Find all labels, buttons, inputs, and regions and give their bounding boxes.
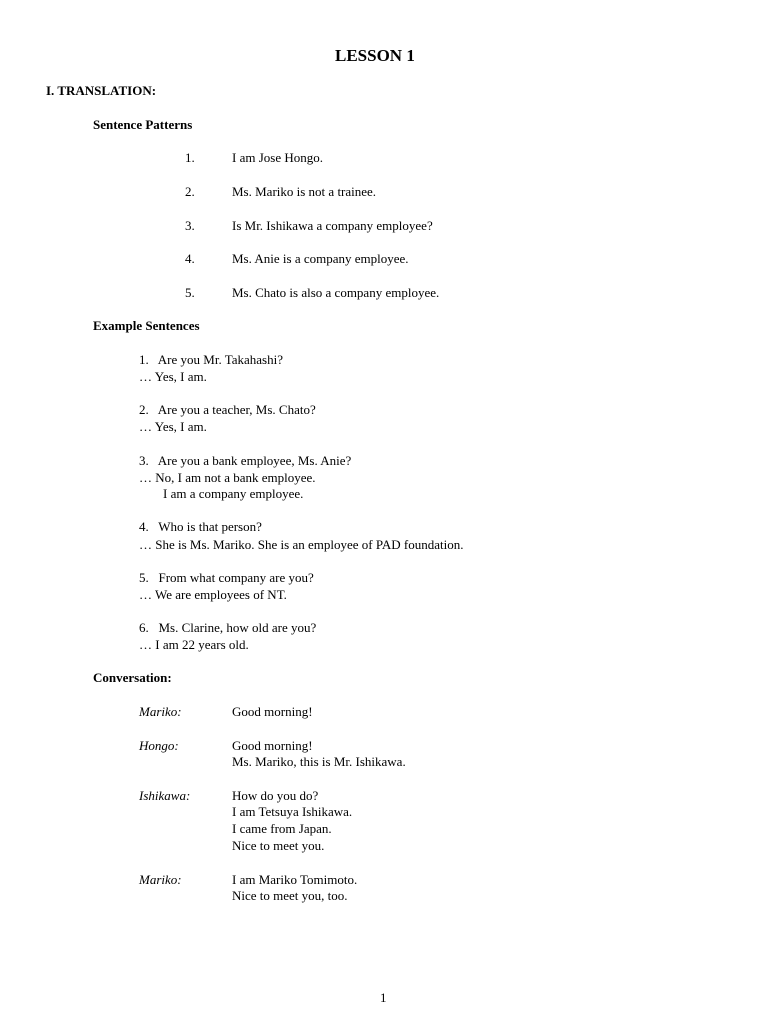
dialogue-line: Good morning! bbox=[232, 704, 313, 719]
example-answer: … She is Ms. Mariko. She is an employee of PAD foundation. bbox=[139, 537, 464, 552]
dialogue-line: Nice to meet you, too. bbox=[232, 888, 348, 903]
dialogue-line: I am Tetsuya Ishikawa. bbox=[232, 804, 353, 819]
example-question: 1. Are you Mr. Takahashi? bbox=[139, 352, 283, 367]
speaker-name: Mariko: bbox=[139, 872, 182, 887]
dialogue-line: Nice to meet you. bbox=[232, 838, 325, 853]
example-question: 3. Are you a bank employee, Ms. Anie? bbox=[139, 453, 352, 468]
pattern-text: I am Jose Hongo. bbox=[232, 150, 323, 165]
page-number: 1 bbox=[380, 990, 387, 1005]
section-heading: I. TRANSLATION: bbox=[46, 83, 157, 98]
dialogue-line: Good morning! bbox=[232, 738, 313, 753]
dialogue-line: Ms. Mariko, this is Mr. Ishikawa. bbox=[232, 754, 406, 769]
dialogue-line: I am Mariko Tomimoto. bbox=[232, 872, 358, 887]
sentence-patterns-heading: Sentence Patterns bbox=[93, 117, 193, 132]
example-question: 2. Are you a teacher, Ms. Chato? bbox=[139, 402, 316, 417]
example-answer: … I am 22 years old. bbox=[139, 637, 249, 652]
example-sentences-heading: Example Sentences bbox=[93, 318, 200, 333]
example-answer: … We are employees of NT. bbox=[139, 587, 287, 602]
example-answer: … Yes, I am. bbox=[139, 369, 207, 384]
pattern-text: Ms. Mariko is not a trainee. bbox=[232, 184, 377, 199]
pattern-number: 3. bbox=[185, 218, 195, 233]
lesson-title: LESSON 1 bbox=[335, 46, 415, 65]
conversation-heading: Conversation: bbox=[93, 670, 172, 685]
pattern-text: Ms. Chato is also a company employee. bbox=[232, 285, 440, 300]
pattern-text: Ms. Anie is a company employee. bbox=[232, 251, 409, 266]
pattern-number: 4. bbox=[185, 251, 195, 266]
dialogue-line: I came from Japan. bbox=[232, 821, 332, 836]
pattern-text: Is Mr. Ishikawa a company employee? bbox=[232, 218, 433, 233]
pattern-number: 2. bbox=[185, 184, 195, 199]
speaker-name: Mariko: bbox=[139, 704, 182, 719]
speaker-name: Hongo: bbox=[139, 738, 179, 753]
example-answer: I am a company employee. bbox=[163, 486, 304, 501]
example-answer: … No, I am not a bank employee. bbox=[139, 470, 316, 485]
example-answer: … Yes, I am. bbox=[139, 419, 207, 434]
dialogue-line: How do you do? bbox=[232, 788, 319, 803]
pattern-number: 5. bbox=[185, 285, 195, 300]
example-question: 6. Ms. Clarine, how old are you? bbox=[139, 620, 317, 635]
example-question: 5. From what company are you? bbox=[139, 570, 314, 585]
pattern-number: 1. bbox=[185, 150, 195, 165]
example-question: 4. Who is that person? bbox=[139, 519, 262, 534]
speaker-name: Ishikawa: bbox=[139, 788, 191, 803]
